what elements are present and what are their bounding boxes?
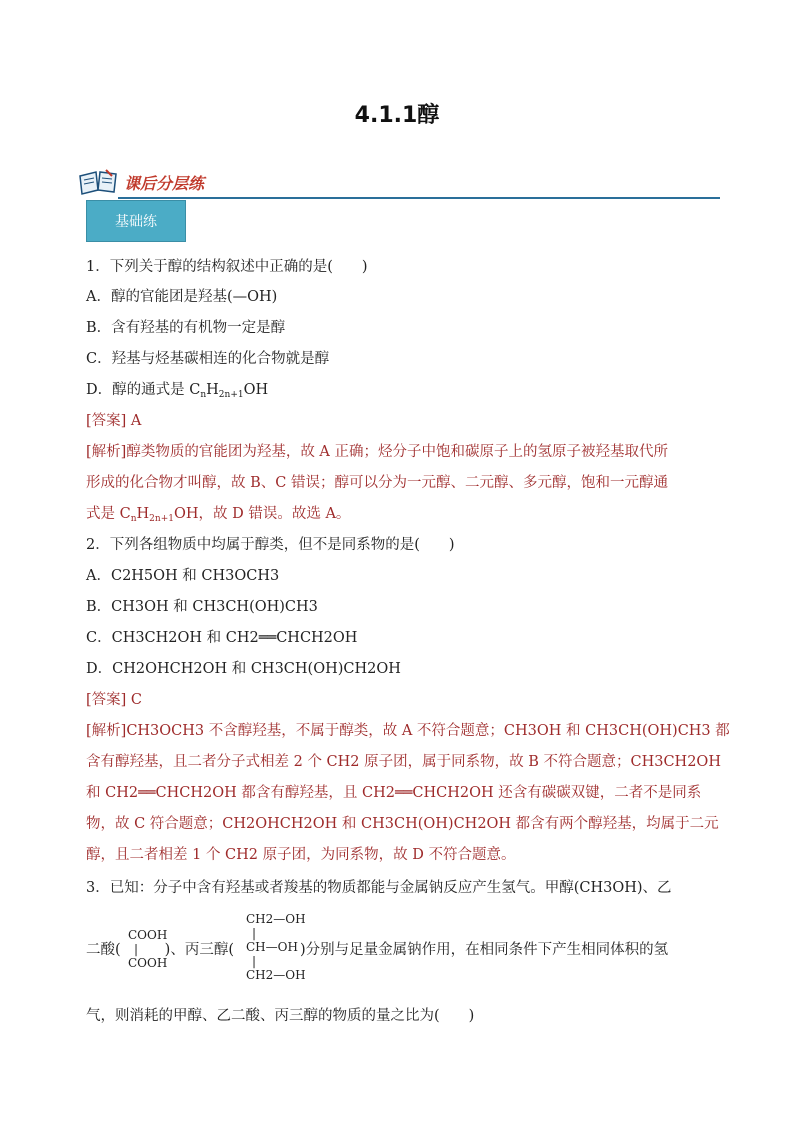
- q2-explanation-2: 含有醇羟基，且二者分子式相差 2 个 CH2 原子团，属于同系物，故 B 不符合题意；CH3CH2OH: [86, 754, 721, 770]
- q1-explanation-3: 式是 $C_nH_{2n+1}OH$，故 D 错误。故选 A。: [86, 506, 351, 524]
- q1-stem: 1．下列关于醇的结构叙述中正确的是( ): [86, 259, 368, 275]
- q1-option-c: C．羟基与烃基碳相连的化合物就是醇: [86, 351, 330, 367]
- q2-explanation-5: 醇，且二者相差 1 个 CH2 原子团，为同系物，故 D 不符合题意。: [86, 847, 516, 863]
- q1-explanation-2: 形成的化合物才叫醇，故 B、C 错误；醇可以分为一元醇、二元醇、多元醇，饱和一元醇通: [86, 475, 668, 491]
- q1-option-d: D．醇的通式是 $C_nH_{2n+1}OH$: [86, 382, 269, 400]
- divider: [118, 197, 720, 199]
- book-icon: [78, 168, 118, 196]
- q1-option-b: B．含有羟基的有机物一定是醇: [86, 320, 286, 336]
- glycerol-structure: CH2—OH | CH—OH | CH2—OH: [246, 912, 306, 982]
- q1-option-a: A．醇的官能团是羟基(—OH): [86, 289, 278, 305]
- q2-answer: [答案] C: [86, 692, 143, 708]
- q2-explanation-4: 物，故 C 符合题意；CH2OHCH2OH 和 CH3CH(OH)CH2OH 都含有两个醇羟基，均属于二元: [86, 816, 719, 832]
- oxalic-acid-structure: COOH | COOH: [128, 928, 168, 970]
- q2-option-d: D．CH2OHCH2OH 和 CH3CH(OH)CH2OH: [86, 661, 401, 677]
- q1-answer: [答案] A: [86, 413, 142, 429]
- q2-explanation-1: [解析]CH3OCH3 不含醇羟基，不属于醇类，故 A 不符合题意；CH3OH 和 CH3CH(OH)CH3 都: [86, 723, 730, 739]
- q2-option-a: A．C2H5OH 和 CH3OCH3: [86, 568, 280, 584]
- tab-basic-practice[interactable]: [86, 200, 186, 242]
- q1-explanation-1: [解析]醇类物质的官能团为羟基，故 A 正确；烃分子中饱和碳原子上的氢原子被羟基取代所: [86, 444, 669, 460]
- q2-option-c: C．CH3CH2OH 和 CH2══CHCH2OH: [86, 630, 358, 646]
- section-label: 课后分层练: [124, 174, 205, 193]
- tab-label: 基础练: [115, 214, 157, 230]
- q2-explanation-3: 和 CH2══CHCH2OH 都含有醇羟基，且 CH2══CHCH2OH 还含有碳碳双键，二者不是同系: [86, 785, 702, 801]
- section-header: [78, 166, 720, 202]
- q2-stem: 2．下列各组物质中均属于醇类，但不是同系物的是( ): [86, 537, 455, 553]
- page-title: 4.1.1醇: [354, 103, 440, 128]
- q3-stem-2: 二酸( )、丙三醇( )分别与足量金属钠作用，在相同条件下产生相同体积的氢: [86, 942, 669, 958]
- q3-stem-3: 气，则消耗的甲醇、乙二酸、丙三醇的物质的量之比为( ): [86, 1008, 475, 1024]
- q2-option-b: B．CH3OH 和 CH3CH(OH)CH3: [86, 599, 318, 615]
- q3-stem-1: 3．已知：分子中含有羟基或者羧基的物质都能与金属钠反应产生氢气。甲醇(CH3OH)、乙: [86, 880, 672, 896]
